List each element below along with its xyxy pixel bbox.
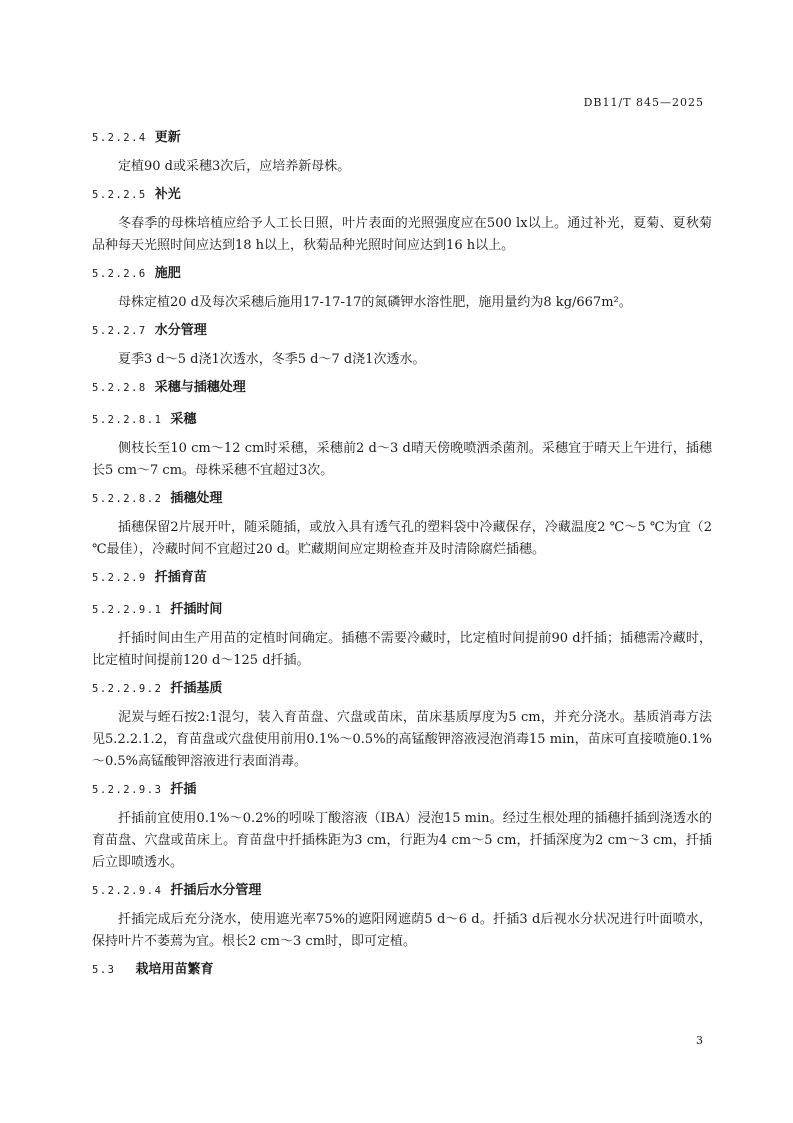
body-paragraph: 母株定植20 d及每次采穗后施用17-17-17的氮磷钾水溶性肥，施用量约为8 kg/667m²。	[118, 295, 632, 310]
section-title: 采穗	[170, 412, 197, 427]
section-title: 扦插基质	[170, 681, 223, 696]
section-heading	[92, 881, 712, 901]
section-heading	[92, 679, 712, 699]
section-heading	[92, 378, 712, 398]
section-number: 5.2.2.5	[92, 189, 147, 201]
section-heading	[92, 960, 712, 980]
section-heading	[92, 128, 712, 148]
section-heading	[92, 600, 712, 620]
section-heading	[92, 410, 712, 430]
section-heading	[92, 264, 712, 284]
document-code: DB11/T 845—2025	[583, 96, 704, 109]
section-title: 扦插时间	[170, 602, 223, 617]
section-number: 5.2.2.7	[92, 325, 147, 337]
section-number: 5.2.2.9.4	[92, 885, 163, 897]
section-title: 插穗处理	[170, 491, 223, 506]
body-paragraph: 侧枝长至10 cm～12 cm时采穗，采穗前2 d～3 d晴天傍晚喷洒杀菌剂。采穗宜于晴天上午进行，插穗长5 cm～7 cm。母株采穗不宜超过3次。	[92, 441, 712, 478]
section-title: 扦插	[170, 782, 197, 797]
section-heading	[92, 780, 712, 800]
body-paragraph: 扦插前宜使用0.1%～0.2%的吲哚丁酸溶液（IBA）浸泡15 min。经过生根处理的插穗扦插到浇透水的育苗盘、穴盘或苗床上。育苗盘中扦插株距为3 cm，行距为4 cm～5 cm，扦插深度为2 cm～3 cm，扦插后立即喷透水。	[92, 811, 712, 870]
section-number: 5.2.2.8.2	[92, 493, 163, 505]
section-heading	[92, 489, 712, 509]
section-title: 扦插后水分管理	[170, 883, 262, 898]
section-heading	[92, 321, 712, 341]
document-body	[92, 128, 712, 992]
section-number: 5.2.2.8.1	[92, 414, 163, 426]
body-paragraph: 冬春季的母株培植应给予人工长日照，叶片表面的光照强度应在500 lx以上。通过补光，夏菊、夏秋菊品种每天光照时间应达到18 h以上，秋菊品种光照时间应达到16 h以上。	[92, 216, 712, 253]
section-title: 补光	[154, 187, 181, 202]
section-title: 施肥	[154, 266, 181, 281]
section-title: 水分管理	[154, 323, 207, 338]
body-paragraph: 插穗保留2片展开叶，随采随插，或放入具有透气孔的塑料袋中冷藏保存，冷藏温度2 ℃～5 ℃为宜（2 ℃最佳），冷藏时间不宜超过20 d。贮藏期间应定期检查并及时清除腐烂插穗。	[92, 520, 712, 557]
section-title: 扦插育苗	[154, 570, 207, 585]
section-heading	[92, 185, 712, 205]
section-number: 5.2.2.4	[92, 132, 147, 144]
page-number: 3	[696, 1034, 703, 1047]
section-number: 5.2.2.6	[92, 268, 147, 280]
section-number: 5.2.2.9.3	[92, 784, 163, 796]
section-title: 栽培用苗繁育	[135, 962, 214, 977]
body-paragraph: 扦插时间由生产用苗的定植时间确定。插穗不需要冷藏时，比定植时间提前90 d扦插；插穗需冷藏时，比定植时间提前120 d～125 d扦插。	[92, 631, 712, 668]
section-heading	[92, 568, 712, 588]
section-title: 更新	[154, 130, 181, 145]
body-paragraph: 扦插完成后充分浇水，使用遮光率75%的遮阳网遮荫5 d～6 d。扦插3 d后视水分状况进行叶面喷水，保持叶片不萎蔫为宜。根长2 cm～3 cm时，即可定植。	[92, 912, 712, 949]
body-paragraph: 夏季3 d～5 d浇1次透水，冬季5 d～7 d浇1次透水。	[118, 352, 426, 367]
body-paragraph: 泥炭与蛭石按2:1混匀，装入育苗盘、穴盘或苗床，苗床基质厚度为5 cm，并充分浇水。基质消毒方法见5.2.2.1.2，育苗盘或穴盘使用前用0.1%～0.5%的高锰酸钾溶液浸泡消毒15 min，苗床可直接喷施0.1%～0.5%高锰酸钾溶液进行表面消毒。	[92, 710, 712, 769]
section-number: 5.2.2.9	[92, 572, 147, 584]
section-number: 5.2.2.8	[92, 382, 147, 394]
section-title: 采穗与插穗处理	[154, 380, 246, 395]
body-paragraph: 定植90 d或采穗3次后，应培养新母株。	[118, 159, 351, 174]
section-number: 5.3	[92, 964, 116, 976]
section-number: 5.2.2.9.1	[92, 604, 163, 616]
section-number: 5.2.2.9.2	[92, 683, 163, 695]
